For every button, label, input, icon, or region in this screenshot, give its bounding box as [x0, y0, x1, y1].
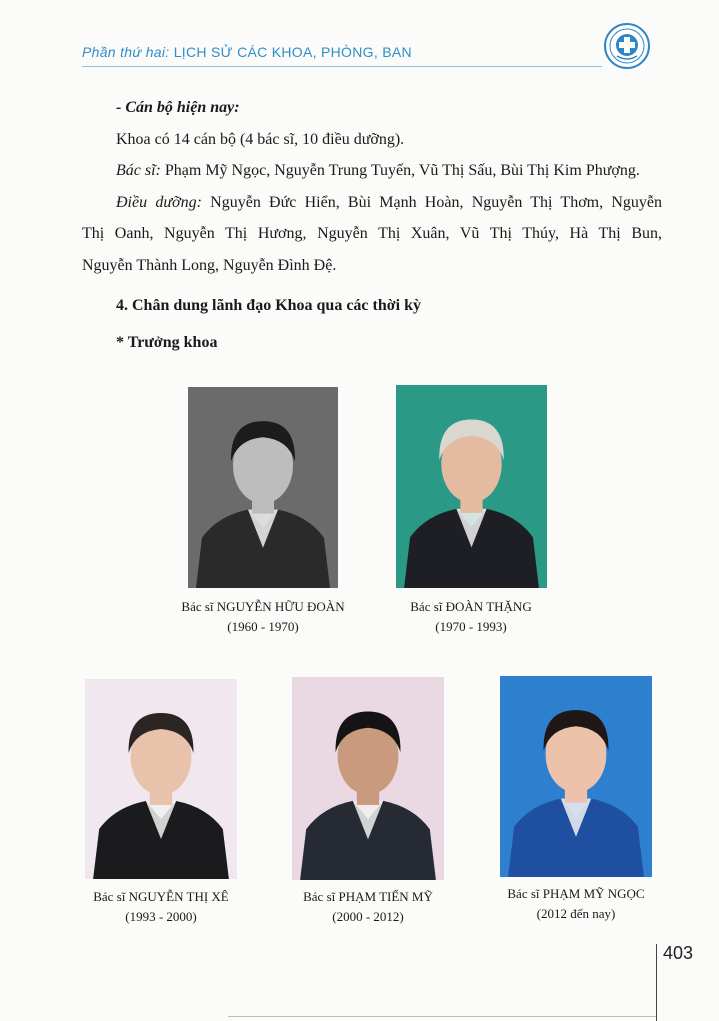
doctors-list: Phạm Mỹ Ngọc, Nguyễn Trung Tuyến, Vũ Thị Sấu, Bùi Thị Kim Phượng.	[164, 162, 640, 179]
section-title: 4. Chân dung lãnh đạo Khoa qua các thời kỳ	[116, 297, 421, 314]
running-header	[82, 44, 412, 60]
portrait-caption	[371, 597, 571, 637]
portrait-photo	[85, 679, 237, 879]
page-number-divider	[656, 944, 657, 1021]
portrait-name: Bác sĩ NGUYỄN THỊ XÊ	[93, 889, 229, 904]
portrait-name: Bác sĩ PHẠM MỸ NGỌC	[507, 886, 645, 901]
nurses-label: Điều dưỡng:	[116, 193, 202, 211]
portrait-caption	[163, 597, 363, 637]
portrait-years: (1993 - 2000)	[125, 909, 197, 924]
page-number: 403	[663, 943, 694, 963]
section-subtitle: * Trưởng khoa	[116, 334, 218, 351]
staff-summary: Khoa có 14 cán bộ (4 bác sĩ, 10 điều dưỡng).	[116, 130, 405, 148]
portrait-photo	[396, 385, 547, 588]
portrait-years: (1970 - 1993)	[435, 619, 507, 634]
nurses-list-1: Nguyễn Đức Hiển, Bùi Mạnh Hoàn, Nguyễn Thị Thơm, Nguyễn	[210, 193, 662, 211]
portrait-name: Bác sĩ ĐOÀN THẶNG	[410, 599, 532, 614]
hospital-logo-icon	[603, 22, 651, 70]
nurses-line-3: Nguyễn Thành Long, Nguyễn Đình Đệ.	[82, 256, 337, 274]
staff-heading: - Cán bộ hiện nay:	[116, 99, 240, 116]
doctors-line	[82, 155, 662, 187]
staff-section	[82, 92, 662, 281]
header-divider	[82, 66, 602, 67]
portrait-caption	[476, 884, 676, 924]
header-part-label: Phần thứ hai:	[82, 44, 170, 60]
portrait-years: (2012 đến nay)	[536, 906, 616, 921]
portrait-years: (1960 - 1970)	[227, 619, 299, 634]
nurses-line-1	[82, 187, 662, 219]
nurses-line-2: Thị Oanh, Nguyễn Thị Hương, Nguyễn Thị Xuân, Vũ Thị Thúy, Hà Thị Bun,	[82, 225, 662, 242]
header-title: LỊCH SỬ CÁC KHOA, PHÒNG, BAN	[173, 44, 412, 60]
doctors-label: Bác sĩ:	[116, 162, 161, 179]
portrait-photo	[188, 387, 338, 588]
portrait-name: Bác sĩ NGUYỄN HỮU ĐOÀN	[181, 599, 345, 614]
portrait-caption	[268, 887, 468, 927]
portrait-photo	[500, 676, 652, 877]
bottom-divider	[228, 1016, 656, 1017]
portrait-photo	[292, 677, 444, 880]
portrait-years: (2000 - 2012)	[332, 909, 404, 924]
portrait-caption	[61, 887, 261, 927]
portrait-name: Bác sĩ PHẠM TIẾN MỸ	[303, 889, 433, 904]
